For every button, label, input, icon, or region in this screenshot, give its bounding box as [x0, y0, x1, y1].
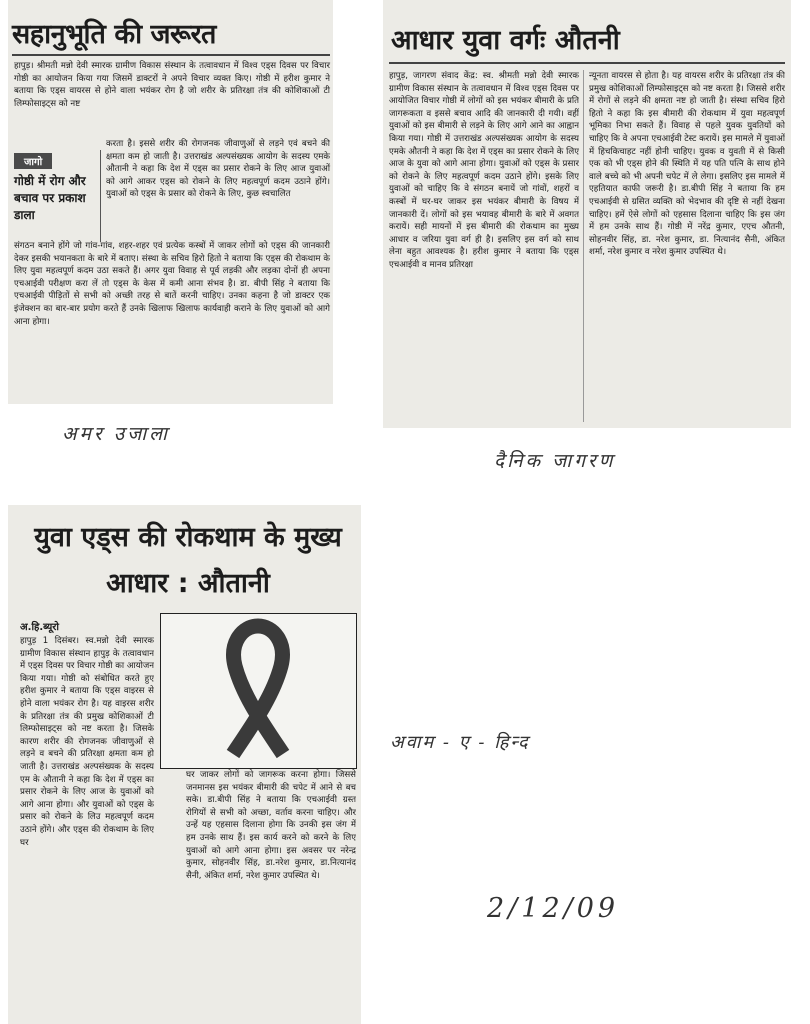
highlight-box	[14, 150, 101, 242]
column-divider	[583, 70, 584, 422]
source-label-amar-ujala: अमर उजाला	[62, 423, 170, 445]
column-text: न्यूनता वायरस से होता है। यह वायरस शरीर के प्रतिरक्षा तंत्र की प्रमुख कोशिकाओं लिम्फोसाइट्स को नष्ट करता है। जिससे शरीर में रोगों से लड़ने की क्षमता नष्ट हो जाती है। संस्था सचिव हिरो हितो ने कहा कि इस बीमारी की रोकथाम में युवा महत्वपूर्ण भूमिका निभा सकते हैं। विवाह से पहले युवक युवतियों को चाहिए कि वे अपना एचआईवी टेस्ट करायें। इस मामले में युवाओं में हिचकिचाहट नहीं होनी चाहिए। युवक व युवती में से किसी एक को भी एड्स होने की स्थिति में यह पति पत्नि के साथ होने वाले बच्चे को भी अपनी चपेट में ले लेगा। इसलिए इस मामले में एहतियात काफी जरूरी है। डा.बीपी सिंह ने बताया कि हम एचआईवी से ग्रसित व्यक्ति को भेदभाव की दृष्टि से नहीं देखना चाहिए। हमें ऐसे लोगों को एहसास दिलाना चाहिए कि इस जंग में हम उनके साथ हैं। गोष्ठी में नरेंद्र कुमार, एएच औतनी, सोहनवीर सिंह, डा. नरेश कुमार, डा. नित्यानंद सैनी, अंकित शर्मा, नरेश कुमार व नरेश कुमार उपस्थित थे।	[589, 71, 785, 258]
article-column-2	[186, 769, 356, 1019]
headline: युवा एड्स की रोकथाम के मुख्य आधार : औतानी	[34, 522, 342, 599]
highlight-text: गोष्ठी में रोग और बचाव पर प्रकाश डाला	[14, 174, 86, 222]
headline: आधार युवा वर्गः औतनी	[391, 25, 620, 56]
byline: अ.हि.ब्यूरो	[20, 622, 59, 633]
article-side-text: करता है। इससे शरीर की रोगजनक जीवाणुओं से लड़ने एवं बचने की क्षमता कम हो जाती है। उत्तराखंड अल्पसंख्यक आयोग के सदस्य एमके औतानी ने कहा कि देश में एड्स का प्रसार रोकने के लिए आज युवाओं को आगे आकर एड्स को रोकने के लिए महत्वपूर्ण कदम उठाने होंगे। युवाओं को एड्स के प्रसार को रोकने के लिए, कुछ स्वचालित	[106, 139, 330, 200]
clipping-dainik-jagran	[383, 0, 791, 428]
clipping-awam-e-hind	[8, 505, 361, 1024]
divider	[389, 62, 785, 64]
aids-awareness-ribbon-icon	[161, 614, 356, 768]
article-column-1	[20, 635, 154, 1020]
article-intro: हापुड़। श्रीमती मन्नो देवी स्मारक ग्रामीण विकास संस्थान के तत्वावधान में विश्व एड्स दिवस पर विचार गोष्ठी का आयोजन किया गया जिसमें डाक्टरों ने अपने विचार व्यक्त किए। गोष्ठी में हरीश कुमार ने बताया कि एड्स वायरस से होने वाला भयंकर रोग है जो शरीर के प्रतिरक्षा तंत्र की कोशिकाओं टी लिम्फोसाइट्स को नष्ट	[14, 61, 330, 109]
column-text: हापुड़, जागरण संवाद केंद्र: स्व. श्रीमती मन्नो देवी स्मारक ग्रामीण विकास संस्थान के तत्वावधान में विश्व एड्स दिवस पर आयोजित विचार गोष्ठी में लोगों को इस भयंकर बीमारी के प्रति जागरूकता व इससे बचाव आदि की जानकारी दी गयी। वहीं युवाओं को इस बीमारी से लड़ने के लिए आगे आने का आह्वान किया गया। गोष्ठी में उत्तराखंड अल्पसंख्यक आयोग के सदस्य एमके औतनी ने कहा कि देश में एड्स का प्रसार रोकने के लिए आज के युवा को आगे आना होगा। युवाओं को एड्स के प्रसार को रोकने के लिए महत्वपूर्ण कदम उठाने होंगे। इसके लिए युवाओं को चाहिए कि वे संगठन बनायें जो गांवों, शहरों व कस्बों में घर-घर जाकर इस भयंकर बीमारी के विषय में जानकारी दें। लोगों को इस भयावह बीमारी के बारे में अवगत करायें। सही मायनों में इस बीमारी की रोकथाम का मुख्य आधार व जरिया युवा वर्ग ही है। इसलिए इस वर्ग को साथ लेना बहुत आवश्यक है। हरीश कुमार ने बताया कि एड्स एचआईवी व मानव प्रतिरक्षा	[389, 71, 579, 270]
article-column-2	[589, 70, 785, 424]
article-body: संगठन बनाने होंगे जो गांव-गांव, शहर-शहर एवं प्रत्येक कस्बों में जाकर लोगों को एड्स की जानकारी देकर इसकी भयानकता के बारे में बताए। संस्था के सचिव हिरो हितो ने बताया कि एड्स की रोकथाम के लिए युवा महत्वपूर्ण कदम उठा सकते हैं। अगर युवा विवाह से पूर्व लड़की और लड़का दोनों ही अपना एचआईवी परीक्षण करा लें तो एड्स के केस में कमी आना संभव है। डा. बीपी सिंह ने बताया कि एचआईवी पीड़ितों से सभी को अच्छी तरह से बातें करनी चाहिए। उनका कहना है जो डाक्टर एक इंजेक्शन का बार-बार प्रयोग करते हैं उनके खिलाफ खिलाफ कार्यवाही कराने के लिए युवाओं को आगे आना होगा।	[14, 241, 330, 327]
divider	[12, 54, 330, 56]
column-text: हापुड़ 1 दिसंबर। स्व.मन्नो देवी स्मारक ग्रामीण विकास संस्थान हापुड़ के तत्वावधान में एड्स दिवस पर विचार गोष्ठी का आयोजन किया गया। गोष्ठी को संबोधित करते हुए हरीश कुमार ने बताया कि एड्स वाइरस से होने वाला भयंकर रोग है। यह वाइरस शरीर के प्रतिरक्षा तंत्र की प्रमुख कोशिकाओं टी लिम्फोसाइट्स को नष्ट करता है। जिसके कारण शरीर की रोगजनक जीवाणुओं से लड़ने व बचने की प्रतिरक्षा क्षमता कम हो जाती है। उत्तराखंड अल्पसंख्यक के सदस्य एम के औतानी ने कहा कि देश में एड्स का प्रसार रोकने के लिए आज के युवाओं को आगे आना होगा। और युवाओं को एड्स के प्रसार को रोकने के लिउ महत्वपूर्ण कदम उठाने होंगे। और एड्स की रोकथाम के लिए घर	[20, 636, 154, 848]
column-text: घर जाकर लोगों को जागरूक करना होगा। जिससे जनमानस इस भयंकर बीमारी की चपेट में आने से बच सके। डा.बीपी सिंह ने बताया कि एचआईवी ग्रस्त रोगियों से सभी को अच्छा, वर्ताव करना चाहिए। और उन्हें यह एहसास दिलाना होगा कि उनकी इस जंग में हम उनके साथ हैं। इस कार्य करने को करने के लिए युवाओं को आगे आना होगा। इस अवसर पर नरेन्द्र कुमार, सोहनवीर सिंह, डा.नरेश कुमार, डा.नित्यानंद सैनी, अंकित शर्मा, नरेश कुमार उपस्थित थे।	[186, 770, 356, 881]
source-label-dainik-jagran: दैनिक जागरण	[494, 450, 616, 472]
handwritten-date: 2/12/09	[487, 893, 620, 924]
jago-tag: जागो	[14, 153, 52, 169]
ribbon-photo	[160, 613, 357, 769]
headline: सहानुभूति की जरूरत	[12, 19, 216, 50]
source-label-awam-e-hind: अवाम - ए - हिन्द	[390, 732, 530, 753]
clipping-amar-ujala	[8, 0, 333, 404]
article-column-1	[389, 70, 579, 424]
